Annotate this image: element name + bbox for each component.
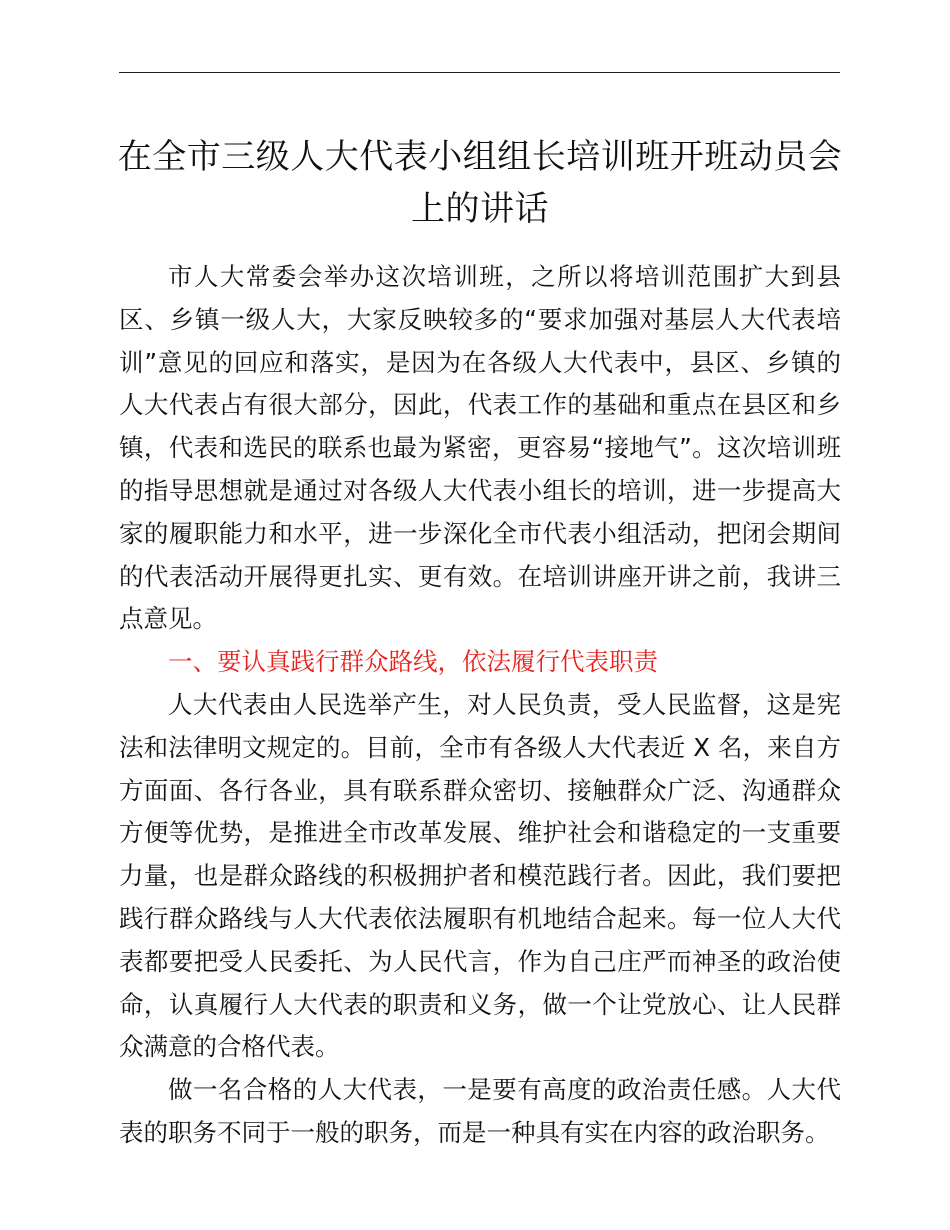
document-body: [119, 256, 841, 1155]
body-paragraph-1: 人大代表由人民选举产生，对人民负责，受人民监督，这是宪法和法律明文规定的。目前，全市有各级人大代表近 X 名，来自方方面面、各行各业，具有联系群众密切、接触群众广泛、沟通群众方便等优势，是推进全市改革发展、维护社会和谐稳定的一支重要力量，也是群众路线的积极拥护者和模范践行者。因此，我们要把践行群众路线与人大代表依法履职有机地结合起来。每一位人大代表都要把受人民委托、为人民代言，作为自己庄严而神圣的政治使命，认真履行人大代表的职责和义务，做一个让党放心、让人民群众满意的合格代表。: [119, 689, 841, 1062]
body-paragraph-2: 做一名合格的人大代表，一是要有高度的政治责任感。人大代表的职务不同于一般的职务，而是一种具有实在内容的政治职务。: [119, 1075, 841, 1147]
header-rule: [119, 72, 840, 73]
section-heading-1: 一、要认真践行群众路线，依法履行代表职责: [168, 647, 658, 677]
document-title: 在全市三级人大代表小组组长培训班开班动员会上的讲话: [117, 137, 843, 229]
intro-paragraph: 市人大常委会举办这次培训班，之所以将培训范围扩大到县区、乡镇一级人大，大家反映较多的“要求加强对基层人大代表培训”意见的回应和落实，是因为在各级人大代表中，县区、乡镇的人大代表占有很大部分，因此，代表工作的基础和重点在县区和乡镇，代表和选民的联系也最为紧密，更容易“接地气”。这次培训班的指导思想就是通过对各级人大代表小组长的培训，进一步提高大家的履职能力和水平，进一步深化全市代表小组活动，把闭会期间的代表活动开展得更扎实、更有效。在培训讲座开讲之前，我讲三点意见。: [119, 262, 841, 634]
